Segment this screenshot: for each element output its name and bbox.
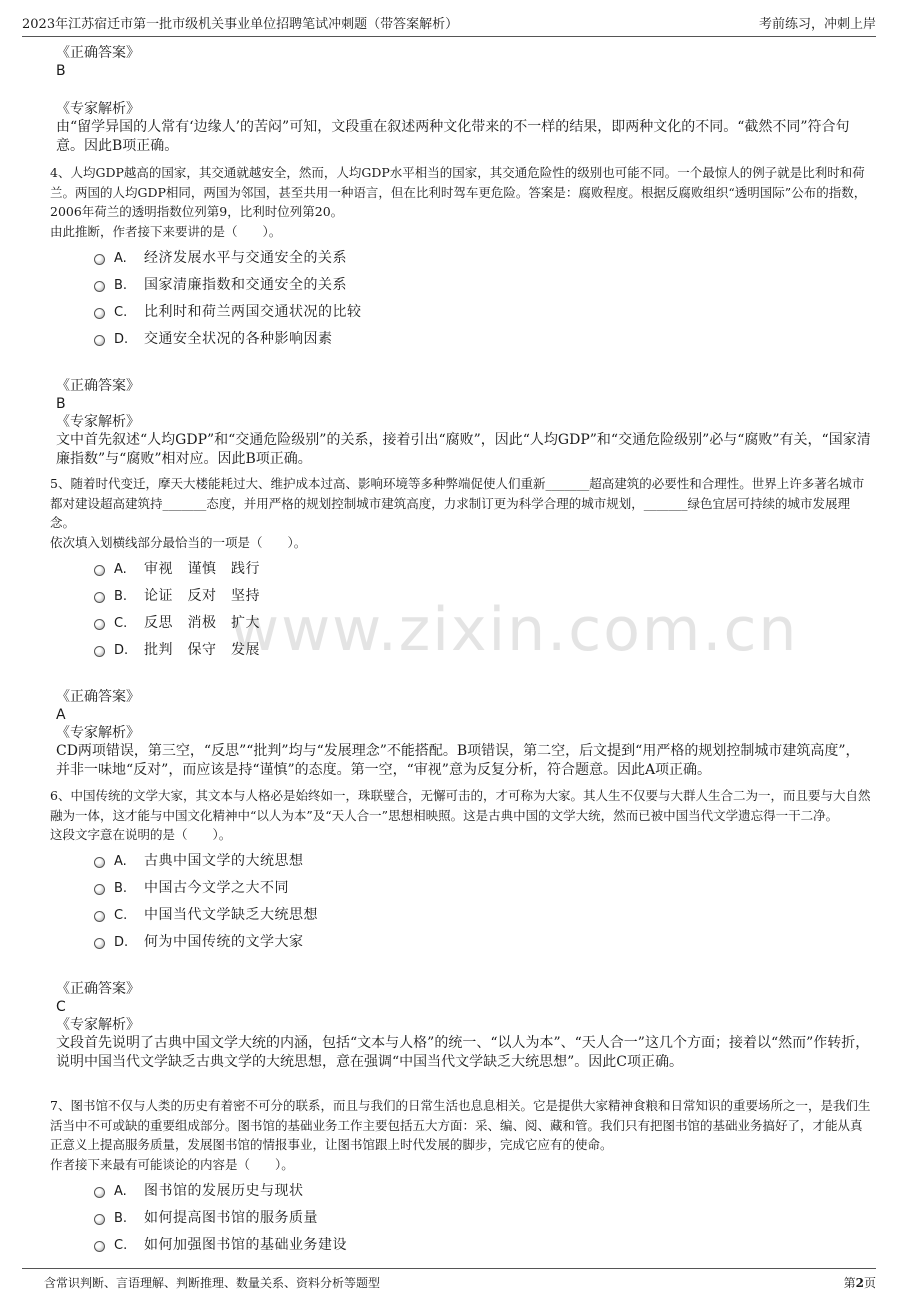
option-b[interactable]	[94, 1205, 872, 1232]
question-prompt: 由此推断，作者接下来要讲的是（ ）。	[50, 223, 282, 239]
option-text: 经济发展水平与交通安全的关系	[144, 249, 347, 266]
footer-note: 含常识判断、言语理解、判断推理、数量关系、资料分析等题型	[44, 1276, 381, 1290]
option-a[interactable]	[94, 848, 872, 875]
option-text: 古典中国文学的大统思想	[144, 853, 304, 869]
option-text: 交通安全状况的各种影响因素	[144, 330, 333, 347]
option-c[interactable]	[94, 1232, 872, 1259]
option-list	[94, 556, 872, 664]
option-label: B.	[114, 277, 128, 293]
question-stem: 4、人均GDP越高的国家，其交通就越安全，然而，人均GDP水平相当的国家，其交通危险性的级别也可能不同。一个最惊人的例子就是比利时和荷兰。两国的人均GDP相同，两国为邻国，甚至共用一种语言，但在比利时驾车更危险。答案是：腐败程度。根据反腐败组织“透明国际”公布的指数，2006年荷兰的透明指数位列第9，比利时位列第20。	[50, 165, 867, 219]
option-c[interactable]	[94, 610, 872, 637]
question-6	[50, 786, 872, 1072]
option-d[interactable]	[94, 929, 872, 956]
option-a[interactable]	[94, 1178, 872, 1205]
question-4	[50, 163, 872, 469]
page-header	[0, 0, 920, 40]
option-text: 图书馆的发展历史与现状	[144, 1182, 304, 1199]
radio-icon[interactable]	[94, 1214, 105, 1225]
radio-icon[interactable]	[94, 938, 105, 949]
answer-value: B	[56, 395, 66, 412]
option-text: 批判 保守 发展	[144, 641, 260, 658]
question-5	[50, 474, 872, 780]
radio-icon[interactable]	[94, 1187, 105, 1198]
analysis-label: 《专家解析》	[56, 724, 140, 741]
radio-icon[interactable]	[94, 646, 105, 657]
option-text: 中国古今文学之大不同	[144, 880, 289, 896]
answer-value: A	[56, 706, 66, 723]
header-slogan: 考前练习，冲刺上岸	[758, 17, 876, 32]
page-suffix: 页	[863, 1276, 876, 1290]
option-label: A.	[114, 854, 127, 869]
option-label: A.	[114, 561, 127, 577]
option-list	[94, 848, 872, 956]
option-label: C.	[114, 908, 128, 923]
question-stem: 5、随着时代变迁，摩天大楼能耗过大、维护成本过高、影响环境等多种弊端促使人们重新_______超高建筑的必要性和合理性。世界上许多著名城市都对建设超高建筑持_______态度，并用严格的规划控制城市建筑高度，力求制订更为科学合理的城市规划，_______绿色宜居可持续的城市发展理念。	[50, 476, 865, 530]
option-a[interactable]	[94, 556, 872, 583]
option-d[interactable]	[94, 326, 872, 353]
answer-label: 《正确答案》	[56, 45, 140, 61]
radio-icon[interactable]	[94, 1241, 105, 1252]
watermark: www.zixin.com.cn	[230, 595, 799, 665]
question-stem: 7、图书馆不仅与人类的历史有着密不可分的联系，而且与我们的日常生活也息息相关。它是提供大家精神食粮和日常知识的重要场所之一，是我们生活当中不可或缺的重要组成部分。图书馆的基础业务工作主要包括五大方面：采、编、阅、藏和管。我们只有把图书馆的基础业务搞好了，才能从真正意义上提高服务质量，发展图书馆的情报事业，让图书馆跟上时代发展的脚步，完成它应有的使命。	[50, 1098, 871, 1152]
radio-icon[interactable]	[94, 281, 105, 292]
page-prefix: 第	[843, 1276, 856, 1290]
option-label: C.	[114, 1237, 128, 1253]
option-text: 何为中国传统的文学大家	[144, 934, 304, 950]
answer-label: 《正确答案》	[56, 981, 140, 997]
option-label: C.	[114, 615, 128, 631]
option-d[interactable]	[94, 637, 872, 664]
question-stem: 6、中国传统的文学大家，其文本与人格必是始终如一，珠联璧合，无懈可击的，才可称为大家。其人生不仅要与大群人生合二为一，而且要与大自然融为一体，这才能与中国文化精神中“以人为本”及“天人合一”思想相映照。这是古典中国的文学大统，然而已被中国当代文学遗忘得一干二净。	[50, 788, 871, 823]
option-label: D.	[114, 642, 129, 658]
radio-icon[interactable]	[94, 857, 105, 868]
option-label: A.	[114, 1183, 127, 1199]
answer-value: B	[56, 63, 66, 79]
option-label: C.	[114, 304, 128, 320]
analysis-text: CD两项错误，第三空，“反思”“批判”均与“发展理念”不能搭配。B项错误，第二空，后文提到“用严格的规划控制城市建筑高度”，并非一味地“反对”，而应该是持“谨慎”的态度。第一空，“审视”意为反复分析，符合题意。因此A项正确。	[56, 742, 860, 778]
answer-label: 《正确答案》	[56, 377, 140, 394]
option-label: D.	[114, 935, 129, 950]
radio-icon[interactable]	[94, 308, 105, 319]
analysis-label: 《专家解析》	[56, 413, 140, 430]
option-text: 中国当代文学缺乏大统思想	[144, 907, 318, 923]
question-prompt: 依次填入划横线部分最恰当的一项是（ ）。	[50, 534, 307, 550]
option-c[interactable]	[94, 299, 872, 326]
option-c[interactable]	[94, 902, 872, 929]
option-b[interactable]	[94, 583, 872, 610]
analysis-label: 《专家解析》	[56, 101, 140, 117]
answer-label: 《正确答案》	[56, 688, 140, 705]
radio-icon[interactable]	[94, 592, 105, 603]
analysis-text: 由“留学异国的人常有‘边缘人’的苦闷”可知，文段重在叙述两种文化带来的不一样的结果，即两种文化的不同。“截然不同”符合句意。因此B项正确。	[56, 119, 850, 154]
option-list	[94, 1178, 872, 1259]
radio-icon[interactable]	[94, 565, 105, 576]
radio-icon[interactable]	[94, 335, 105, 346]
option-text: 国家清廉指数和交通安全的关系	[144, 276, 347, 293]
page-number	[844, 1274, 876, 1291]
option-label: B.	[114, 1210, 128, 1226]
option-text: 如何加强图书馆的基础业务建设	[144, 1236, 347, 1253]
question-prompt: 这段文字意在说明的是（ ）。	[50, 827, 232, 842]
option-label: B.	[114, 588, 128, 604]
analysis-label: 《专家解析》	[56, 1017, 140, 1033]
option-b[interactable]	[94, 875, 872, 902]
footer-divider	[22, 1268, 876, 1269]
question-7	[50, 1096, 872, 1259]
option-text: 如何提高图书馆的服务质量	[144, 1209, 318, 1226]
analysis-text: 文中首先叙述“人均GDP”和“交通危险级别”的关系，接着引出“腐败”，因此“人均GDP”和“交通危险级别”必与“腐败”有关，“国家清廉指数”与“腐败”相对应。因此B项正确。	[56, 431, 871, 467]
page-footer	[0, 1268, 920, 1302]
option-label: D.	[114, 331, 129, 347]
option-label: B.	[114, 881, 128, 896]
question-prompt: 作者接下来最有可能谈论的内容是（ ）。	[50, 1156, 294, 1172]
radio-icon[interactable]	[94, 884, 105, 895]
document-title: 2023年江苏宿迁市第一批市级机关事业单位招聘笔试冲刺题（带答案解析）	[22, 17, 459, 32]
header-divider	[22, 36, 876, 37]
radio-icon[interactable]	[94, 254, 105, 265]
q3-answer-block	[50, 44, 872, 156]
radio-icon[interactable]	[94, 911, 105, 922]
page-number-value: 2	[855, 1276, 864, 1290]
option-text: 反思 消极 扩大	[144, 614, 260, 631]
option-text: 审视 谨慎 践行	[144, 560, 260, 577]
option-text: 比利时和荷兰两国交通状况的比较	[144, 303, 362, 320]
option-b[interactable]	[94, 272, 872, 299]
radio-icon[interactable]	[94, 619, 105, 630]
option-a[interactable]	[94, 245, 872, 272]
analysis-text: 文段首先说明了古典中国文学大统的内涵，包括“文本与人格”的统一、“以人为本”、“天人合一”这几个方面；接着以“然而”作转折，说明中国当代文学缺乏古典文学的大统思想，意在强调“中国当代文学缺乏大统思想”。因此C项正确。	[56, 1035, 870, 1070]
option-label: A.	[114, 250, 127, 266]
option-text: 论证 反对 坚持	[144, 587, 260, 604]
option-list	[94, 245, 872, 353]
answer-value: C	[56, 999, 66, 1015]
